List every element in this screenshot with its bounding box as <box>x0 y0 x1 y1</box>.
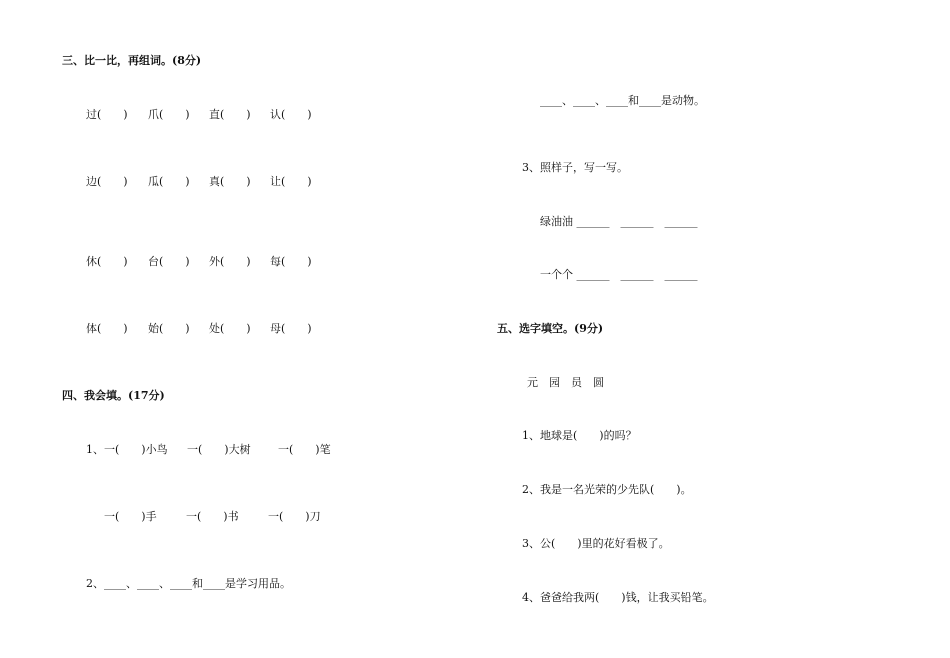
word-pair-item: 母( ) <box>270 322 312 335</box>
measure-word-item: 一( )笔 <box>278 443 331 456</box>
word-pair-item: 体( ) <box>86 322 128 335</box>
measure-word-item: 1、一( )小鸟 <box>86 443 168 456</box>
word-pair-item: 休( ) <box>86 255 128 268</box>
measure-word-item: 一( )刀 <box>268 510 321 523</box>
question-2-continuation: ____、____、____和____是动物。 <box>540 94 705 107</box>
measure-word-item: 一( )手 <box>104 510 157 523</box>
word-pair-item: 边( ) <box>86 175 128 188</box>
section5-heading: 五、选字填空。(9分) <box>497 322 604 335</box>
measure-word-item: 一( )大树 <box>187 443 251 456</box>
fill-question-1: 1、地球是( )的吗？ <box>522 429 637 442</box>
word-pair-item: 直( ) <box>209 108 251 121</box>
word-pair-item: 始( ) <box>148 322 190 335</box>
example-line-1: 绿油油 ______ ______ ______ <box>540 215 698 228</box>
word-pair-item: 认( ) <box>270 108 312 121</box>
question-3-heading: 3、照样子，写一写。 <box>522 161 628 174</box>
word-pair-item: 瓜( ) <box>148 175 190 188</box>
example-line-2: 一个个 ______ ______ ______ <box>540 268 698 281</box>
measure-word-item: 一( )书 <box>186 510 239 523</box>
word-pair-item: 外( ) <box>209 255 251 268</box>
fill-question-3: 3、公( )里的花好看极了。 <box>522 537 670 550</box>
word-pair-item: 每( ) <box>270 255 312 268</box>
word-pair-item: 真( ) <box>209 175 251 188</box>
fill-question-4: 4、爸爸给我两( )钱，让我买铅笔。 <box>522 591 714 604</box>
question-2-line: 2、____、____、____和____是学习用品。 <box>86 577 291 590</box>
section3-heading: 三、比一比，再组词。(8分) <box>62 54 202 67</box>
word-pair-item: 台( ) <box>148 255 190 268</box>
fill-question-2: 2、我是一名光荣的少先队( )。 <box>522 483 692 496</box>
word-pair-item: 爪( ) <box>148 108 190 121</box>
word-pair-item: 过( ) <box>86 108 128 121</box>
section4-heading: 四、我会填。(17分) <box>62 389 165 402</box>
word-pair-item: 处( ) <box>209 322 251 335</box>
word-pair-item: 让( ) <box>270 175 312 188</box>
character-choices: 元 园 员 圆 <box>527 376 604 389</box>
